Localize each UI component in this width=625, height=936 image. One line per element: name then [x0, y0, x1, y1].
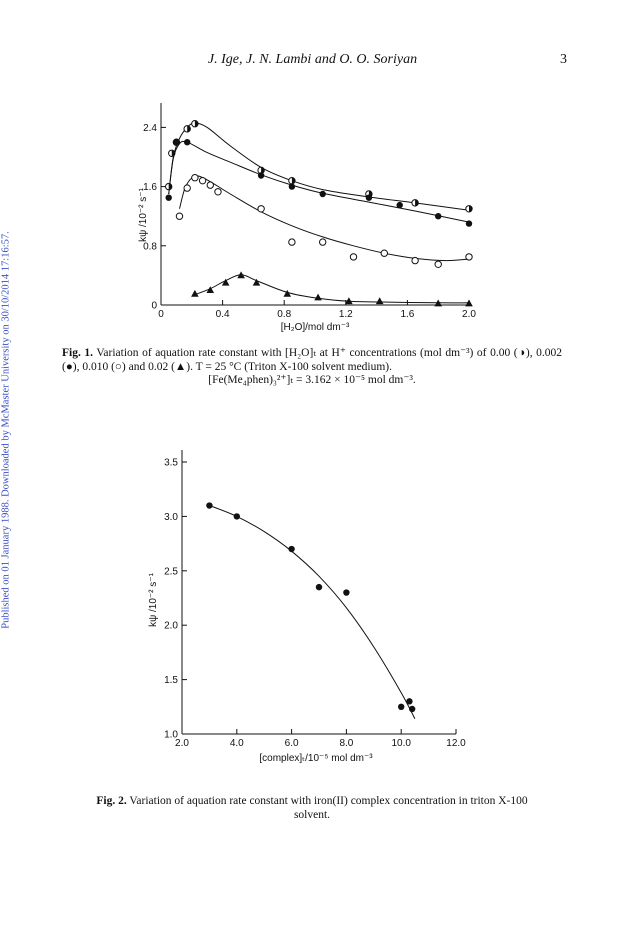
fig1-x-tick-label: 0.8	[277, 309, 292, 320]
fig1-tick-group	[143, 123, 476, 320]
fig1-series-curve-0	[169, 123, 469, 210]
fig1-x-tick-label: 1.2	[338, 309, 353, 320]
fig1-x-tick-label: 0.4	[215, 309, 230, 320]
fig2-x-tick-label: 4.0	[229, 738, 244, 749]
fig2-data-point	[206, 502, 212, 508]
figure-2-chart	[0, 430, 625, 780]
download-note-text: Published on 01 January 1988. Downloaded by McMaster University on 30/10/2014 17:16:57.	[0, 231, 12, 629]
fig1-data-point	[199, 177, 205, 183]
fig2-y-tick-label: 3.5	[164, 457, 178, 469]
fig1-data-point	[184, 139, 190, 145]
fig1-y-tick-label: 2.4	[143, 122, 157, 134]
fig2-y-tick-label: 2.0	[164, 620, 178, 632]
fig2-caption-label: Fig. 2.	[96, 795, 127, 807]
fig1-data-point	[435, 213, 441, 219]
fig2-point-group	[206, 502, 415, 712]
fig2-y-tick-label: 3.0	[164, 511, 178, 523]
fig1-y-axis-label: kψ /10⁻² s⁻¹	[138, 188, 149, 242]
fig2-x-tick-label: 2.0	[175, 738, 189, 749]
fig1-data-point	[412, 257, 418, 263]
fig2-data-point	[343, 589, 349, 595]
fig2-y-tick-label: 1.0	[164, 729, 178, 741]
figure-2-caption	[62, 795, 562, 822]
fig1-caption-label: Fig. 1.	[62, 347, 94, 359]
fig1-data-point	[166, 195, 172, 201]
page-number: 3	[560, 52, 567, 67]
fig1-series-curve-3	[195, 275, 469, 303]
fig1-x-tick-label: 1.6	[400, 309, 415, 320]
fig2-y-axis-label: kψ /10⁻² s⁻¹	[148, 573, 159, 627]
fig1-data-point	[173, 139, 179, 145]
fig1-data-point	[192, 121, 198, 127]
fig1-data-point	[366, 195, 372, 201]
fig2-caption-line2: solvent.	[293, 808, 331, 821]
fig2-x-tick-label: 10.0	[391, 738, 411, 749]
fig2-curve-group	[209, 506, 415, 719]
fig1-data-point	[435, 261, 441, 267]
fig1-data-point	[320, 239, 326, 245]
fig1-series-curve-2	[180, 176, 470, 261]
fig1-data-point	[320, 191, 326, 197]
fig2-data-point	[234, 513, 240, 519]
fig1-y-tick-label: 0	[151, 300, 157, 312]
fig2-x-tick-label: 8.0	[339, 738, 354, 749]
fig1-data-point	[466, 220, 472, 226]
fig2-x-tick-label: 6.0	[284, 738, 299, 749]
fig1-data-point	[184, 185, 190, 191]
fig1-y-tick-label: 0.8	[143, 241, 157, 253]
fig2-series-curve-0	[209, 506, 415, 719]
fig2-data-point	[288, 546, 294, 552]
fig1-data-point	[184, 126, 190, 132]
fig1-x-tick-label: 0	[158, 309, 164, 320]
fig2-data-point	[316, 584, 322, 590]
fig1-data-point	[258, 206, 264, 212]
fig1-data-point	[169, 150, 175, 156]
fig1-data-point	[258, 172, 264, 178]
fig2-y-tick-label: 2.5	[164, 566, 178, 578]
figure-1-caption	[62, 347, 562, 388]
fig2-axes	[182, 450, 456, 734]
fig1-data-point	[166, 183, 172, 189]
fig1-data-point	[215, 189, 221, 195]
fig2-y-tick-label: 1.5	[164, 675, 178, 687]
fig2-data-point	[398, 704, 404, 710]
fig2-x-axis-label: [complex]ₜ/10⁻⁵ mol dm⁻³	[259, 753, 373, 764]
fig1-caption-line2: 0.00 (◑), 0.002 (●), 0.010 (○) and 0.02 (▲). T = 25 °C (Triton X-100 solvent medium).	[62, 347, 562, 373]
fig1-curve-group	[169, 123, 469, 303]
fig1-data-point	[314, 294, 322, 301]
fig2-x-tick-label: 12.0	[446, 738, 466, 749]
fig2-data-point	[406, 698, 412, 704]
fig1-data-point	[289, 177, 295, 183]
fig1-data-point	[466, 254, 472, 260]
fig1-data-point	[466, 206, 472, 212]
fig1-data-point	[350, 254, 356, 260]
fig1-data-point	[381, 250, 387, 256]
fig1-data-point	[289, 183, 295, 189]
fig1-caption-line3: [Fe(Me₄phen)₃²⁺]ₜ = 3.162 × 10⁻⁵ mol dm⁻³.	[208, 374, 416, 386]
fig1-data-point	[289, 239, 295, 245]
fig1-caption-line1: Variation of aquation rate constant with [H₂O]ₜ at H⁺ concentrations (mol dm⁻³) of	[93, 347, 487, 359]
fig1-data-point	[176, 213, 182, 219]
fig1-data-point	[412, 200, 418, 206]
fig1-data-point	[397, 202, 403, 208]
fig1-x-tick-label: 2.0	[462, 309, 476, 320]
fig1-series-curve-1	[169, 141, 469, 222]
fig2-tick-group	[164, 458, 466, 750]
fig1-x-axis-label: [H₂O]/mol dm⁻³	[280, 322, 350, 333]
figure-1-chart	[0, 0, 625, 340]
fig1-data-point	[376, 297, 384, 304]
fig1-data-point	[207, 182, 213, 188]
fig1-y-tick-label: 1.6	[143, 182, 157, 194]
fig2-data-point	[409, 706, 415, 712]
fig2-caption-line1: Variation of aquation rate constant with iron(II) complex concentration in triton X-100	[126, 795, 528, 807]
fig1-data-point	[192, 175, 198, 181]
running-header-authors: J. Ige, J. N. Lambi and O. O. Soriyan	[207, 52, 418, 67]
